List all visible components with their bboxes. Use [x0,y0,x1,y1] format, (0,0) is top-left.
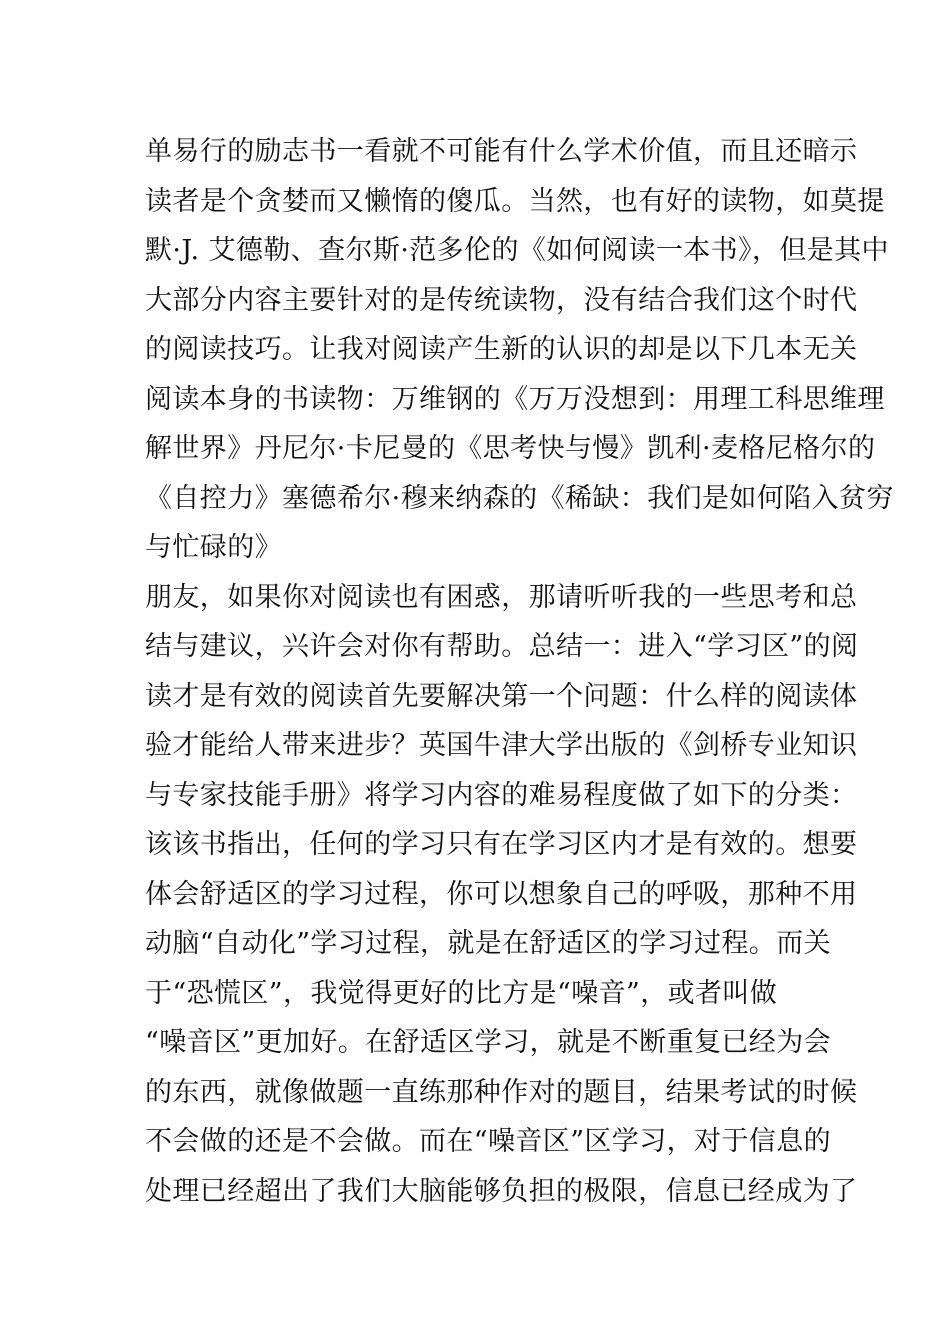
text-line: 该该书指出，任何的学习只有在学习区内才是有效的。想要 [145,829,858,860]
text-line: 动脑“自动化”学习过程，就是在舒适区的学习过程。而关 [145,928,832,959]
text-line: 单易行的励志书一看就不可能有什么学术价值，而且还暗示 [145,136,858,167]
text-line: 与忙碌的》 [145,532,282,563]
text-line: 与专家技能手册》将学习内容的难易程度做了如下的分类： [145,779,858,811]
text-line: 验才能给人带来进步？英国牛津大学出版的《剑桥专业知识 [145,730,858,761]
text-line: 阅读本身的书读物：万维钢的《万万没想到：用理工科思维理 [145,383,885,415]
text-line: 大部分内容主要针对的是传统读物，没有结合我们这个时代 [145,284,858,316]
text-line: 处理已经超出了我们大脑能够负担的极限，信息已经成为了 [145,1175,858,1207]
text-line: 结与建议，兴许会对你有帮助。总结一：进入“学习区”的阅 [145,631,859,662]
text-line: 读才是有效的阅读首先要解决第一个问题：什么样的阅读体 [145,680,858,712]
text-line: 的东西，就像做题一直练那种作对的题目，结果考试的时候 [145,1076,858,1108]
text-line: 不会做的还是不会做。而在“噪音区”区学习，对于信息的 [145,1126,832,1157]
body-text [145,127,894,1216]
text-line: 解世界》丹尼尔·卡尼曼的《思考快与慢》凯利·麦格尼格尔的 [145,433,876,464]
text-line: 于“恐慌区”，我觉得更好的比方是“噪音”，或者叫做 [145,977,778,1009]
text-line: 读者是个贪婪而又懒惰的傻瓜。当然，也有好的读物，如莫提 [145,185,885,217]
text-line: 的阅读技巧。让我对阅读产生新的认识的却是以下几本无关 [145,334,858,365]
text-line: 《自控力》塞德希尔·穆来纳森的《稀缺：我们是如何陷入贫穷 [145,482,894,514]
text-line: 朋友，如果你对阅读也有困惑，那请听听我的一些思考和总 [145,581,858,613]
text-line: 默·J. 艾德勒、查尔斯·范多伦的《如何阅读一本书》，但是其中 [145,235,889,266]
text-line: “噪音区”更加好。在舒适区学习，就是不断重复已经为会 [145,1027,832,1058]
text-line: 体会舒适区的学习过程，你可以想象自己的呼吸，那种不用 [145,878,858,910]
